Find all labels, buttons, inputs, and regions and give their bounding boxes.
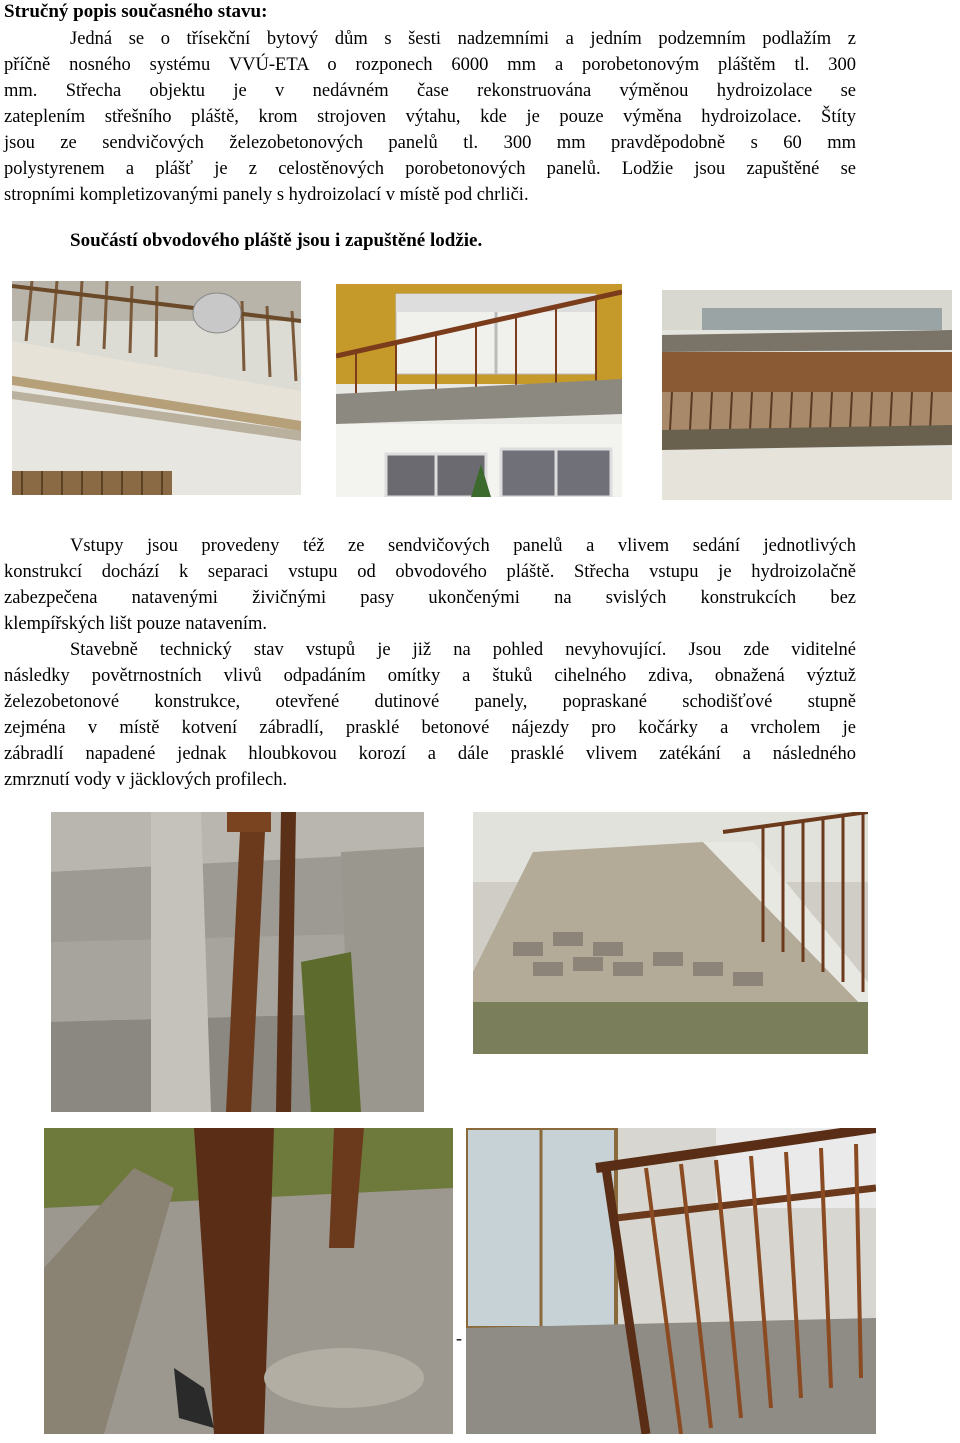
section-heading: Stručný popis současného stavu:	[4, 1, 268, 22]
text-line: klempířských lišt pouze natavením.	[4, 614, 268, 634]
text-line: zmrznutí vody v jäcklových profilech.	[4, 770, 288, 790]
photo-loggia-right	[662, 290, 952, 500]
text-line: příčně nosného systému VVÚ-ETA o rozponech 6000 mm a porobetonovým pláštěm tl. 300	[4, 55, 856, 75]
text-line: stropními kompletizovanými panely s hydroizolací v místě pod chrliči.	[4, 185, 529, 205]
photo-corroded-post-base	[44, 1128, 453, 1434]
stray-dash: -	[456, 1328, 462, 1348]
text-line: Vstupy jsou provedeny též ze sendvičových panelů a vlivem sedání jednotlivých	[70, 536, 856, 556]
text-line: konstrukcí dochází k separaci vstupu od obvodového pláště. Střecha vstupu je hydroizolačně	[4, 562, 856, 582]
text-line: Jedná se o třísekční bytový dům s šesti nadzemními a jedním podzemním podlažím z	[70, 29, 856, 49]
subheading: Součástí obvodového pláště jsou i zapuštěné lodžie.	[70, 230, 483, 251]
photo-brick-stair-wall	[473, 812, 868, 1054]
body-paragraph	[4, 533, 856, 793]
photo-steps-rusted-post	[51, 812, 424, 1112]
photo-rusted-railing	[466, 1128, 876, 1434]
text-line: mm. Střecha objektu je v nedávném čase rekonstruována výměnou hydroizolace se	[4, 81, 856, 101]
text-line: zabezpečena natavenými živičnými pasy ukončenými na svislých konstrukcích bez	[4, 588, 856, 608]
text-line: zejména v místě kotvení zábradlí, prasklé betonové nájezdy pro kočárky a vrcholem je	[4, 718, 856, 738]
text-line: následky povětrnostních vlivů odpadáním omítky a štuků cihelného zdiva, obnažená výztuž	[4, 666, 856, 686]
text-line: železobetonové konstrukce, otevřené dutinové panely, popraskané schodišťové stupně	[4, 692, 856, 712]
text-line: polystyrenem a plášť je z celostěnových porobetonových panelů. Lodžie jsou zapuštěné se	[4, 159, 856, 179]
photo-loggia-left	[12, 281, 301, 495]
text-line: Stavebně technický stav vstupů je již na pohled nevyhovující. Jsou zde viditelné	[70, 640, 856, 660]
intro-paragraph	[4, 26, 856, 208]
text-line: zateplením střešního pláště, krom strojoven výtahu, kde je pouze výměna hydroizolace. Štíty	[4, 107, 856, 127]
text-line: zábradlí napadené jednak hloubkovou korozí a dále prasklé vlivem zatékání a následného	[4, 744, 856, 764]
photo-loggia-middle	[336, 284, 622, 497]
text-line: jsou ze sendvičových železobetonových panelů tl. 300 mm pravděpodobně s 60 mm	[4, 133, 856, 153]
